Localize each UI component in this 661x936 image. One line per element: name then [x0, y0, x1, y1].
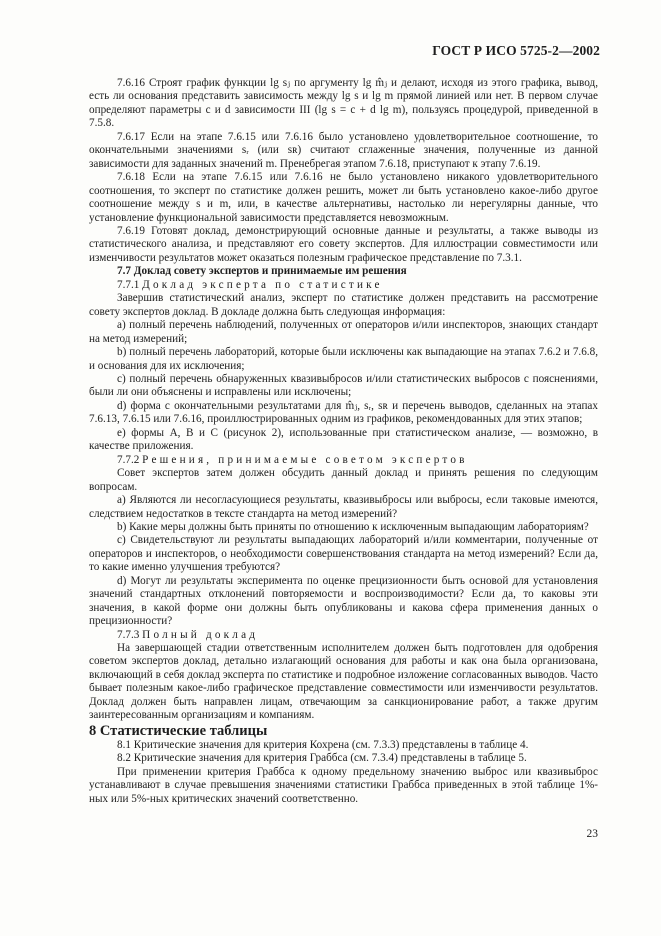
- section-heading: 8 Статистические таблицы: [89, 722, 268, 739]
- paragraph: d) Могут ли результаты эксперимента по оценке прецизионности быть основой для установления значений стандартных отклонений повторяемости и воспроизводимости? Если да, то каковы эти значения, в какой форме они должны быть опубликованы и какова сфера применения данных о прецизионности?: [89, 574, 598, 628]
- paragraph: а) Являются ли несогласующиеся результаты, квазивыбросы или выбросы, если таковые имеются, следствием недостатков в тексте стандарта на метод измерений?: [89, 494, 598, 520]
- paragraph: Совет экспертов затем должен обсудить данный доклад и принять решения по следующим вопросам.: [89, 467, 598, 493]
- subsection-number: 7.7.1: [117, 278, 140, 291]
- page-body: [89, 77, 598, 806]
- paragraph: e) формы А, В и С (рисунок 2), использованные при статистическом анализе, — возможно, в качестве приложения.: [89, 426, 598, 453]
- subsection-title-text: Решения, принимаемые советом экспертов: [142, 453, 468, 466]
- paragraph: 7.6.17 Если на этапе 7.6.15 или 7.6.16 было установлено удовлетворительное соотношение, то окончательными значениями sᵣ (или sʀ) считают сглаженные значения, полученные из данной зависимости для заданных значений m. Пренебрегая этапом 7.6.18, приступают к этапу 7.6.19.: [89, 130, 598, 170]
- paragraph: 8.2 Критические значения для критерия Граббса (см. 7.3.4) представлены в таблице 5.: [117, 752, 527, 765]
- paragraph: Завершив статистический анализ, эксперт по статистике должен представить на рассмотрение совету экспертов доклад. В докладе должна быть следующая информация:: [89, 292, 598, 318]
- standard-header: ГОСТ Р ИСО 5725-2—2002: [432, 43, 600, 58]
- subsection-heading: 7.7 Доклад совету экспертов и принимаемые им решения: [117, 265, 407, 278]
- paragraph: 8.1 Критические значения для критерия Кохрена (см. 7.3.3) представлены в таблице 4.: [117, 738, 529, 751]
- subsection-number: 7.7.3: [117, 628, 140, 641]
- paragraph: а) полный перечень наблюдений, полученных от операторов и/или инспекторов, знающих стандарт на метод измерений;: [89, 319, 598, 345]
- subsection-title: [89, 454, 598, 467]
- subsection-title-text: Доклад эксперта по статистике: [142, 278, 383, 291]
- paragraph: c) полный перечень обнаруженных квазивыбросов и/или статистических выбросов с пояснениями, были ли они объяснены и исправлены или исключены;: [89, 372, 598, 399]
- paragraph: c) Свидетельствуют ли результаты выпадающих лабораторий и/или комментарии, полученные от операторов и инспекторов, о необходимости совершенствования стандарта на метод измерений? Если да, то какие именно улучшения требуются?: [89, 534, 598, 574]
- paragraph: 7.6.18 Если на этапе 7.6.15 или 7.6.16 не было установлено никакого удовлетворительного соотношения, то эксперт по статистике должен решить, может ли быть установлено какое-либо другое соотношение между s и m, или, в качестве альтернативы, настолько ли нерегулярны данные, что установление функциональной зависимости представляется невозможным.: [89, 171, 598, 224]
- paragraph: b) Какие меры должны быть приняты по отношению к исключенным выпадающим лабораториям?: [117, 520, 589, 533]
- paragraph: d) форма с окончательными результатами для m̂ⱼ, sᵣ, sʀ и перечень выводов, сделанных на этапах 7.6.13, 7.6.15 или 7.6.16, проиллюстрированных одним из графиков, рекомендованных для этих этапов;: [89, 399, 598, 426]
- page-number: 23: [586, 828, 598, 840]
- paragraph: b) полный перечень лабораторий, которые были исключены как выпадающие на этапах 7.6.2 и 7.6.8, и основания для их исключения;: [89, 346, 598, 372]
- subsection-number: 7.7.2: [117, 453, 140, 466]
- subsection-title-text: Полный доклад: [142, 628, 259, 641]
- paragraph: 7.6.19 Готовят доклад, демонстрирующий основные данные и результаты, а также выводы из статистического анализа, и представляют его совету экспертов. Для иллюстрации совместимости или изменчивости результатов может оказаться полезным графическое представление по 7.3.1.: [89, 224, 598, 264]
- paragraph: При применении критерия Граббса к одному предельному значению выброс или квазивыброс устанавливают в случае превышения значениями статистики Граббса приведенных в этой таблице 1%-ных или 5%-ных критических значений соответственно.: [89, 765, 598, 805]
- paragraph: 7.6.16 Строят график функции lg sⱼ по аргументу lg m̂ⱼ и делают, исходя из этого графика, вывод, есть ли основания представить зависимость между lg s и lg m прямой линией или нет. В первом случае определяют параметры c и d зависимости III (lg s = c + d lg m), пользуясь процедурой, приведенной в 7.5.8.: [89, 77, 598, 130]
- subsection-title: [89, 629, 598, 642]
- subsection-title: [89, 279, 598, 292]
- paragraph: На завершающей стадии ответственным исполнителем должен быть подготовлен для одобрения советом экспертов доклад, детально излагающий основания для работы и как она была организована, включающий в себя доклад эксперта по статистике и подробное изложение согласованных выводов. Часто бывает полезным какое-либо графическое представление совместимости или изменчивости результатов. Доклад должен быть направлен лицам, отвечающим за санкционирование работ, а также другим заинтересованным организациям и компаниям.: [89, 642, 598, 722]
